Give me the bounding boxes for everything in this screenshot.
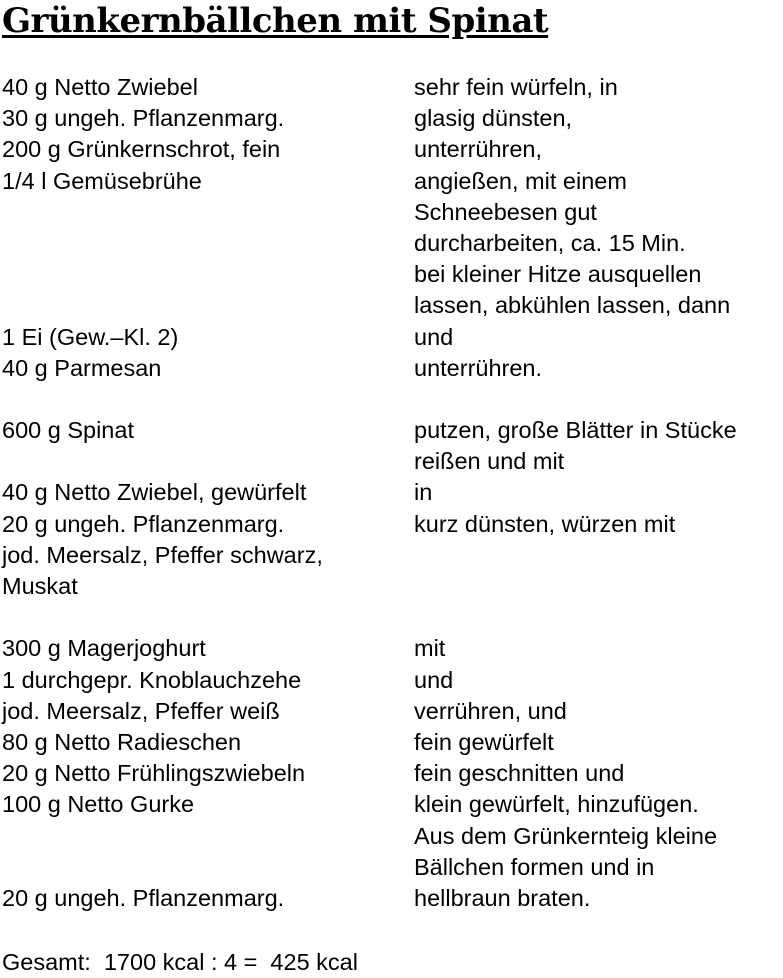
instruction-text: fein gewürfelt [414, 728, 554, 755]
ingredient-text: 200 g Grünkernschrot, fein [2, 136, 281, 163]
ingredient-text: 300 g Magerjoghurt [2, 635, 206, 662]
ingredient-text: 1/4 l Gemüsebrühe [2, 167, 202, 194]
instruction-text: unterrühren. [414, 354, 543, 381]
recipe-row [2, 322, 737, 353]
instruction-text: Bällchen formen und in [414, 853, 655, 880]
recipe-row [2, 821, 737, 852]
recipe-row [2, 415, 737, 446]
ingredient-text: jod. Meersalz, Pfeffer schwarz, [2, 541, 323, 568]
recipe-row [2, 103, 737, 134]
instruction-text: verrühren, und [414, 697, 567, 724]
section-gap [2, 384, 737, 415]
ingredient-text [2, 821, 414, 852]
ingredient-text: 40 g Netto Zwiebel, gewürfelt [2, 479, 307, 506]
ingredient-text: 1 Ei (Gew.–Kl. 2) [2, 323, 179, 350]
instruction-text: sehr fein würfeln, in [414, 74, 618, 100]
recipe-row [2, 446, 737, 477]
recipe-row [2, 259, 737, 290]
instruction-text: putzen, große Blätter in Stücke [414, 417, 737, 444]
recipe-row [2, 228, 737, 259]
recipe-row [2, 477, 737, 508]
recipe-row [2, 353, 737, 384]
ingredient-text: Muskat [2, 573, 78, 599]
ingredient-text: 1 durchgepr. Knoblauchzehe [2, 666, 302, 693]
recipe-row [2, 633, 737, 664]
ingredient-text: 20 g ungeh. Pflanzenmarg. [2, 510, 285, 537]
ingredient-text: 20 g ungeh. Pflanzenmarg. [2, 884, 285, 911]
recipe-row [2, 509, 737, 540]
recipe-row [2, 883, 737, 914]
recipe-row [2, 540, 737, 571]
instruction-text: reißen und mit [414, 448, 565, 475]
instruction-text: mit [414, 635, 446, 662]
instruction-text: in [414, 479, 433, 506]
ingredient-text [2, 446, 414, 477]
recipe-table [2, 72, 737, 914]
instruction-text: kurz dünsten, würzen mit [414, 510, 676, 537]
ingredient-text [2, 228, 414, 259]
recipe-row [2, 134, 737, 165]
ingredient-text [2, 259, 414, 290]
recipe-row [2, 571, 737, 602]
recipe-row [2, 665, 737, 696]
section-gap [2, 602, 737, 633]
recipe-row [2, 166, 737, 197]
instruction-text: Schneebesen gut [414, 198, 597, 225]
ingredient-text: 80 g Netto Radieschen [2, 728, 242, 755]
ingredient-text [2, 290, 414, 321]
instruction-text: bei kleiner Hitze ausquellen [414, 261, 702, 288]
instruction-text: unterrühren, [414, 136, 543, 163]
instruction-text: fein geschnitten und [414, 760, 625, 787]
recipe-row [2, 696, 737, 727]
recipe-row [2, 197, 737, 228]
recipe-row [2, 290, 737, 321]
instruction-text: angießen, mit einem [414, 167, 627, 194]
instruction-text: lassen, abkühlen lassen, dann [414, 292, 731, 319]
instruction-text: hellbraun braten. [414, 884, 591, 911]
instruction-text: und [414, 323, 454, 350]
instruction-text: klein gewürfelt, hinzufügen. [414, 791, 699, 818]
instruction-text: glasig dünsten, [414, 105, 573, 132]
recipe-row [2, 852, 737, 883]
instruction-text: durcharbeiten, ca. 15 Min. [414, 229, 686, 256]
ingredient-text: 600 g Spinat [2, 417, 134, 444]
instruction-text: und [414, 666, 454, 693]
ingredient-text: 40 g Parmesan [2, 354, 162, 381]
ingredient-text: 100 g Netto Gurke [2, 791, 195, 818]
ingredient-text: 20 g Netto Frühlingszwiebeln [2, 760, 306, 787]
recipe-title: Grünkernbällchen mit Spinat [2, 1, 549, 41]
instruction-text: Aus dem Grünkernteig kleine [414, 822, 718, 849]
ingredient-text [2, 852, 414, 883]
recipe-row [2, 789, 737, 820]
ingredient-text [2, 197, 414, 228]
ingredient-text: 40 g Netto Zwiebel [2, 74, 198, 100]
recipe-row [2, 72, 737, 103]
calorie-total: Gesamt: 1700 kcal : 4 = 425 kcal [2, 949, 358, 975]
ingredient-text: 30 g ungeh. Pflanzenmarg. [2, 105, 285, 132]
recipe-row [2, 727, 737, 758]
ingredient-text: jod. Meersalz, Pfeffer weiß [2, 697, 280, 724]
recipe-row [2, 758, 737, 789]
